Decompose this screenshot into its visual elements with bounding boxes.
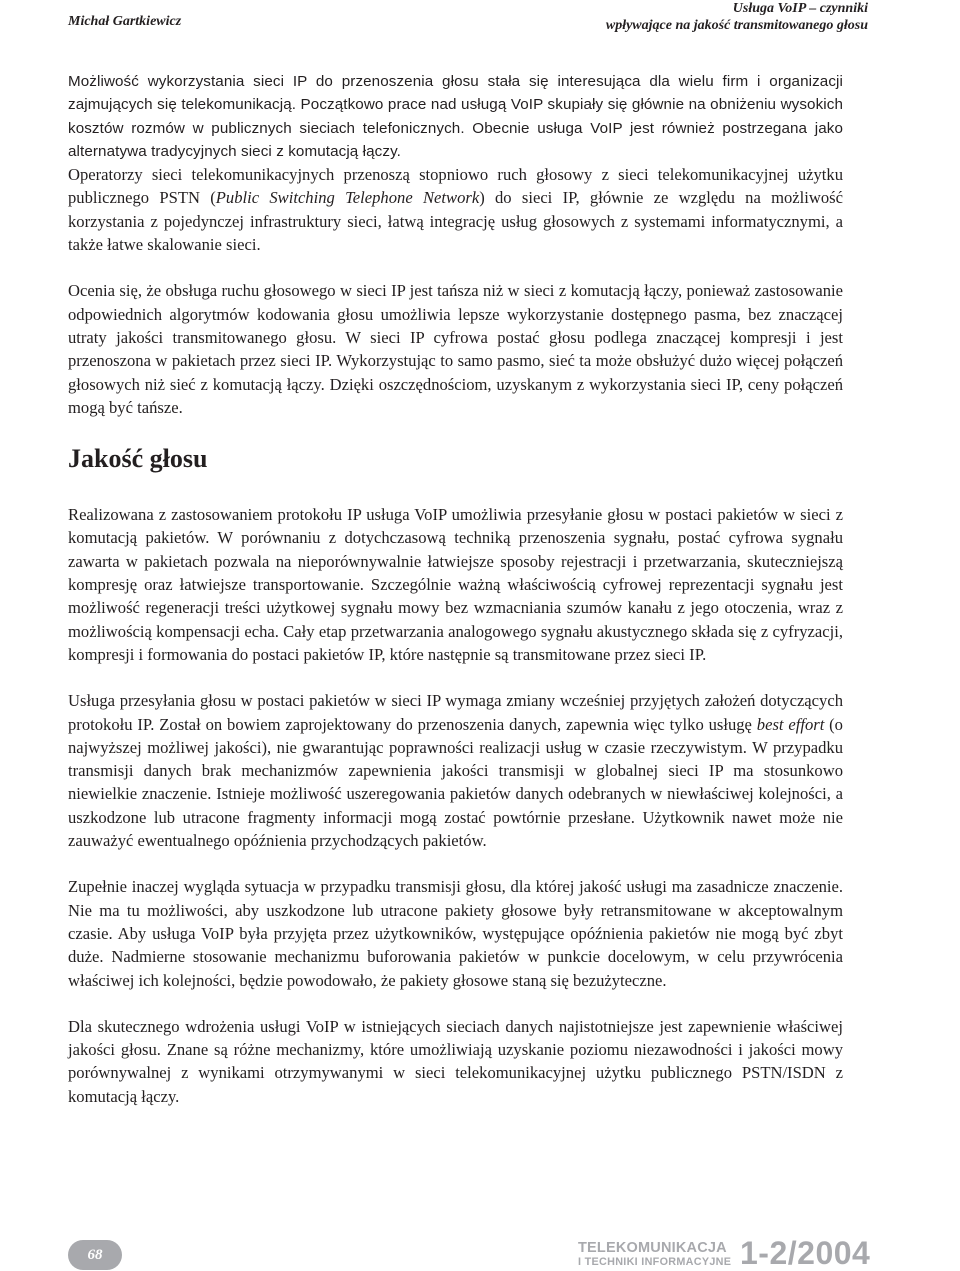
magazine-name <box>578 1241 731 1269</box>
running-header <box>0 0 960 40</box>
paragraph-digital <box>68 503 843 666</box>
paragraph-digital-text: Realizowana z zastosowaniem protokołu IP usługa VoIP umożliwia przesyłanie głosu w postaci pakietów w sieci z komutacją pakietów. W porównaniu z dotychczasową techniką przenoszenia sygnału, postać cyfrowa sygnału zawarta w pakietach pozwala na nieporównywalnie łatwiejsze sposoby rejestracji i przetwarzania, skuteczniejszą kompresję oraz łatwiejsze transportowanie. Szczególnie ważną właściwością cyfrowej reprezentacji sygnału jest możliwość regeneracji treści użytkowej sygnału mowy bez wzmacniania szumów kanału z jego otoczenia, wraz z możliwością kompensacji echa. Cały etap przetwarzania analogowego sygnału akustycznego składa się z cyfryzacji, kompresji i formowania do postaci pakietów IP, które następnie są transmitowane przez sieci IP. <box>68 505 843 664</box>
paragraph-deployment-text: Dla skutecznego wdrożenia usługi VoIP w istniejących sieciach danych najistotniejsze jest zapewnienie właściwej jakości głosu. Znane są różne mechanizmy, które umożliwiają uzyskanie poziomu niezawodności i jakości mowy porównywalnej z wynikami otrzymywanymi w sieci telekomunikacyjnej użytku publicznego PSTN/ISDN z komutacją łączy. <box>68 1016 843 1106</box>
page-footer <box>0 1235 960 1271</box>
article-body <box>68 70 843 1131</box>
paragraph-voice-quality <box>68 875 843 991</box>
issue-number: 1-2/2004 <box>740 1235 871 1271</box>
header-article-title <box>606 0 868 34</box>
magazine-name-line-2: I TECHNIKI INFORMACYJNE <box>578 1256 732 1268</box>
page-number-badge: 68 <box>68 1240 122 1270</box>
header-title-line-1: Usługa VoIP – czynniki <box>732 1 868 16</box>
section-heading: Jakość głosu <box>68 444 208 474</box>
paragraph-intro <box>68 70 843 163</box>
paragraph-cost-text: Ocenia się, że obsługa ruchu głosowego w sieci IP jest tańsza niż w sieci z komutacją łączy, ponieważ zastosowanie odpowiednich algorytmów kodowania głosu umożliwia lepsze wykorzystanie dostępnego pasma, bez znaczącej utraty jakości transmitowanego głosu. W sieci IP cyfrowa postać głosu podlega znaczącej kompresji i jest przenoszona w pakietach przez sieci IP. Wykorzystując to samo pasmo, sieć ta może obsłużyć dużo więcej połączeń głosowych niż sieć z komutacją łączy. Dzięki oszczędnościom, uzyskanym z wykorzystania sieci IP, ceny połączeń mogą być tańsze. <box>68 281 843 417</box>
paragraph-operators-text-1: Operatorzy sieci telekomunikacyjnych przenoszą stopniowo ruch głosowy z sieci telekomunikacyjnej użytku publicznego PSTN ( <box>68 165 843 208</box>
paragraph-voice-quality-text: Zupełnie inaczej wygląda sytuacja w przypadku transmisji głosu, dla której jakość usługi ma zasadnicze znaczenie. Nie ma tu możliwości, aby uszkodzone lub utracone pakiety głosowe były retransmitowane w akceptowalnym czasie. Aby usługa VoIP była przyjęta przez użytkowników, występujące opóźnienia pakietów nie mogą być zbyt duże. Nadmierne stosowanie mechanizmu buforowania pakietów w punkcie docelowym, w celu przywrócenia właściwej ich kolejności, będzie powodowało, że pakiety głosowe staną się bezużyteczne. <box>68 877 843 990</box>
magazine-name-line-1: TELEKOMUNIKACJA <box>578 1240 727 1256</box>
header-title-line-2: wpływające na jakość transmitowanego głosu <box>605 18 868 33</box>
paragraph-best-effort-text-1: Usługa przesyłania głosu w postaci pakietów w sieci IP wymaga zmiany wcześniej przyjętych założeń dotyczących protokołu IP. Został on bowiem zaprojektowany do przenoszenia danych, zapewnia więc tylko usługę <box>68 691 843 734</box>
pstn-expansion-italic: Public Switching Telephone Network <box>215 188 480 208</box>
best-effort-italic: best effort <box>756 714 825 734</box>
paragraph-operators-text-2: ) do sieci IP, głównie ze względu na możliwość korzystania z pojedynczej infrastruktury sieci, łatwą integrację usług głosowych z systemami informatycznymi, a także łatwe skalowanie sieci. <box>68 188 843 255</box>
paragraph-best-effort-text-2: (o najwyższej możliwej jakości), nie gwarantując poprawności realizacji usług w czasie rzeczywistym. W przypadku transmisji danych brak mechanizmów zapewnienia jakości transmisji w globalnej sieci IP ma stosunkowo niewielkie znaczenie. Istnieje możliwość uszeregowania pakietów danych odebranych w niewłaściwej kolejności, a uszkodzone lub utracone fragmenty informacji mogą zostać powtórnie przesłane. Użytkownik nawet może nie zauważyć ewentualnego opóźnienia przychodzących pakietów. <box>68 714 843 851</box>
paragraph-intro-text: Możliwość wykorzystania sieci IP do przenoszenia głosu stała się interesująca dla wielu firm i organizacji zajmujących się telekomunikacją. Początkowo prace nad usługą VoIP skupiały się głównie na obniżeniu wysokich kosztów rozmów w publicznych sieciach telefonicznych. Obecnie usługa VoIP jest również postrzegana jako alternatywa tradycyjnych sieci z komutacją łączy. <box>68 73 843 160</box>
paragraph-cost <box>68 279 843 419</box>
paragraph-operators <box>68 163 843 256</box>
paragraph-deployment <box>68 1015 843 1108</box>
header-author: Michał Gartkiewicz <box>68 14 182 29</box>
paragraph-best-effort <box>68 689 843 852</box>
